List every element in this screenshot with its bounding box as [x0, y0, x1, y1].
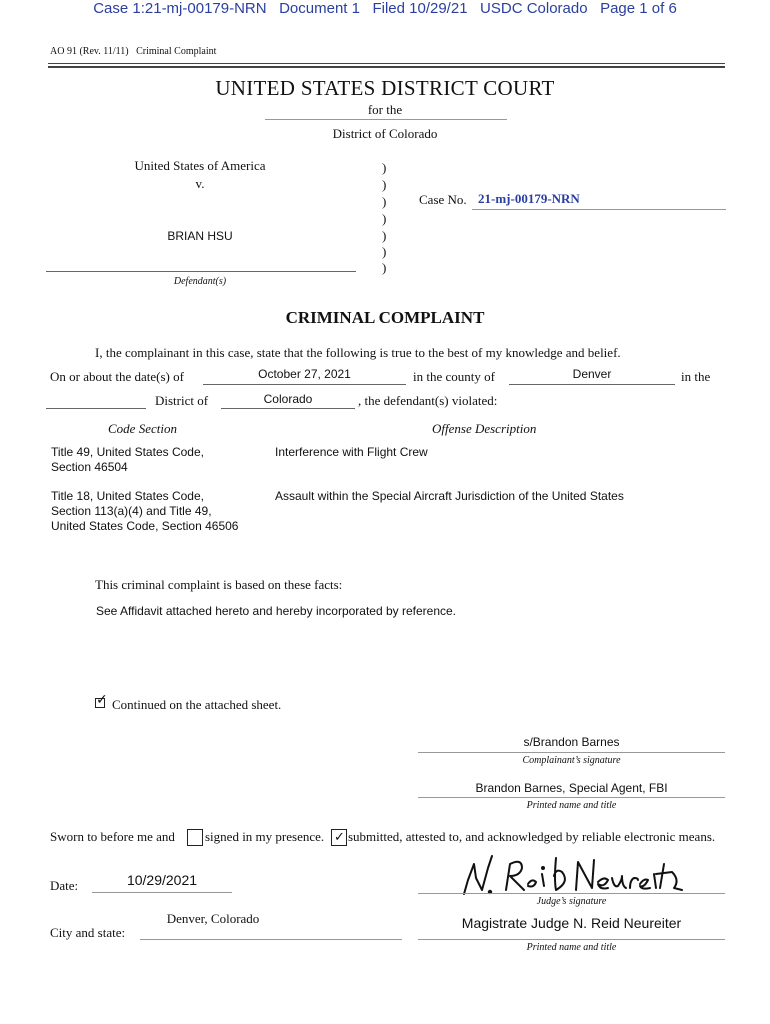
defendant-rule — [46, 271, 356, 272]
state-value: Colorado — [263, 392, 313, 406]
county-value: Denver — [572, 367, 612, 381]
state-rule — [221, 408, 355, 409]
district-of-label: District of — [155, 393, 209, 408]
header-rule — [48, 63, 725, 64]
in-presence-label: signed in my presence. — [205, 829, 325, 844]
versus: v. — [195, 176, 205, 191]
judge-signature-label: Judge’s signature — [536, 896, 607, 907]
in-presence-checkbox[interactable] — [187, 829, 203, 846]
city-state-label: City and state: — [50, 925, 126, 940]
complainant-name-label: Printed name and title — [526, 800, 617, 811]
facts-text: See Affidavit attached hereto and hereby incorporated by reference. — [96, 604, 457, 618]
offense-2-code-line-3: United States Code, Section 46506 — [51, 519, 239, 533]
judge-name-rule — [418, 939, 725, 940]
code-section-header: Code Section — [108, 421, 177, 436]
case-no-label: Case No. — [419, 192, 467, 207]
continued-checkbox[interactable] — [95, 692, 108, 708]
facts-intro: This criminal complaint is based on these facts: — [95, 577, 343, 592]
offense-2-code-line-2: Section 113(a)(4) and Title 49, — [51, 504, 212, 518]
caption-paren-0: ) — [382, 160, 387, 175]
complainant-name-title: Brandon Barnes, Special Agent, FBI — [475, 781, 668, 795]
caption-paren-4: ) — [382, 228, 387, 243]
offense-1-description: Interference with Flight Crew — [275, 445, 428, 459]
district-blank-rule — [46, 408, 146, 409]
complainant-signature-label: Complainant’s signature — [522, 755, 621, 766]
offense-description-header: Offense Description — [432, 421, 537, 436]
city-state-value: Denver, Colorado — [166, 911, 260, 926]
complainant-name-rule — [418, 797, 725, 798]
court-district: District of Colorado — [332, 126, 438, 141]
case-no-value: 21-mj-00179-NRN — [478, 191, 580, 206]
complaint-intro: I, the complainant in this case, state that the following is true to the best of my knowledge and belief. — [95, 345, 621, 360]
offense-1-code-line-2: Section 46504 — [51, 460, 128, 474]
complainant-signature: s/Brandon Barnes — [523, 735, 620, 749]
judge-name-label: Printed name and title — [526, 942, 617, 953]
judge-signature-rule — [418, 893, 725, 894]
offense-1-code-line-1: Title 49, United States Code, — [51, 445, 204, 459]
electronic-means-checkbox[interactable] — [331, 829, 347, 846]
offense-2-description: Assault within the Special Aircraft Jurisdiction of the United States — [275, 489, 624, 503]
offense-2-code-line-1: Title 18, United States Code, — [51, 489, 204, 503]
offense-date: October 27, 2021 — [258, 367, 351, 381]
caption-paren-5: ) — [382, 244, 387, 259]
plaintiff-name: United States of America — [134, 158, 266, 173]
city-state-rule — [140, 939, 402, 940]
defendant-name: BRIAN HSU — [167, 229, 233, 243]
on-or-about-label: On or about the date(s) of — [50, 369, 184, 384]
judge-name-title: Magistrate Judge N. Reid Neureiter — [461, 915, 682, 931]
case-no-rule — [472, 209, 726, 210]
continued-label: Continued on the attached sheet. — [112, 697, 282, 712]
county-label: in the county of — [413, 369, 495, 384]
caption-paren-2: ) — [382, 194, 387, 209]
signing-date-rule — [92, 892, 232, 893]
caption-paren-3: ) — [382, 211, 387, 226]
form-id: AO 91 (Rev. 11/11) Criminal Complaint — [50, 46, 217, 57]
checkmark-icon: ✓ — [334, 830, 345, 845]
complainant-signature-rule — [418, 752, 725, 753]
caption-paren-1: ) — [382, 177, 387, 192]
date-label: Date: — [50, 878, 79, 893]
in-the-label: in the — [681, 369, 711, 384]
signing-date: 10/29/2021 — [126, 872, 198, 888]
county-rule — [509, 384, 675, 385]
complaint-title: CRIMINAL COMPLAINT — [285, 308, 485, 327]
checkmark-icon: ✓ — [96, 692, 108, 708]
court-for-the: for the — [367, 102, 403, 117]
caption-paren-6: ) — [382, 260, 387, 275]
electronic-means-label: submitted, attested to, and acknowledged by reliable electronic means. — [348, 829, 716, 844]
header-rule-thick — [48, 66, 725, 68]
date-rule — [203, 384, 406, 385]
sworn-prefix: Sworn to before me and — [50, 829, 175, 844]
defendant-label: Defendant(s) — [173, 276, 227, 287]
violated-label: , the defendant(s) violated: — [358, 393, 498, 408]
case-header-stamp: Case 1:21-mj-00179-NRN Document 1 Filed 10/29/21 USDC Colorado Page 1 of 6 — [93, 0, 677, 17]
district-rule — [265, 119, 507, 120]
court-title: UNITED STATES DISTRICT COURT — [215, 76, 555, 100]
